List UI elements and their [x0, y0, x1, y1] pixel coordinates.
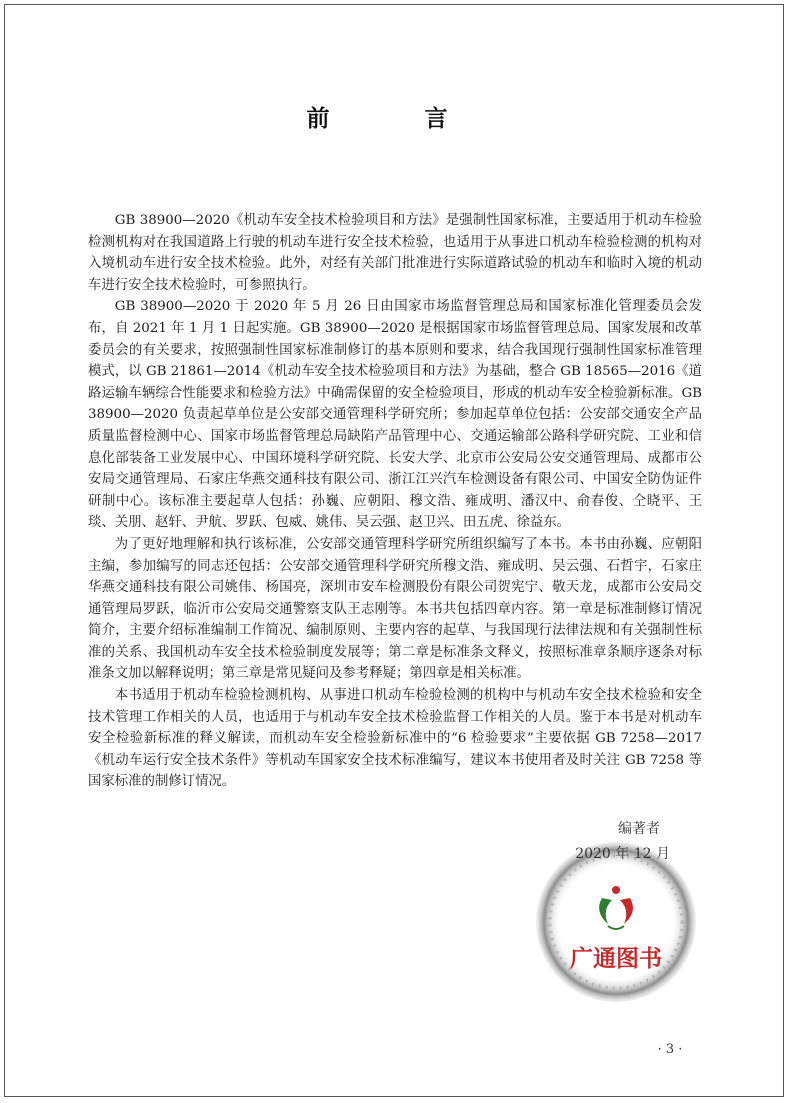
paragraph-2: GB 38900—2020 于 2020 年 5 月 26 日由国家市场监督管理总局和国家标准化管理委员会发布，自 2021 年 1 月 1 日起实施。GB 38900—2020 是根据国家市场监督管理总局、国家发展和改革委员会的有关要求，按照强制性国家标准制修订的基本原则和要求，结合我国现行强制性国家标准管理模式，以 GB 21861—2014《机动车安全技术检验项目和方法》为基础，整合 GB 18565—2016《道路运输车辆综合性能要求和检验方法》中确需保留的安全检验项目，形成的机动车安全检验新标准。GB 38900—2020 负责起草单位是公安部交通管理科学研究所；参加起草单位包括：公安部交通安全产品质量监督检测中心、国家市场监督管理总局缺陷产品管理中心、交通运输部公路科学研究院、工业和信息化部装备工业发展中心、中国环境科学研究院、长安大学、北京市公安局公安交通管理局、成都市公安局交通管理局、石家庄华燕交通科技有限公司、浙江江兴汽车检测设备有限公司、中国安全防伪证件研制中心。该标准主要起草人包括：孙巍、应朝阳、穆文浩、雍成明、潘汉中、俞春俊、仝晓平、王琰、关朋、赵轩、尹航、罗跃、包威、姚伟、吴云强、赵卫兴、田五虎、徐益东。 [88, 299, 702, 531]
paragraph-3: 为了更好地理解和执行该标准，公安部交通管理科学研究所组织编写了本书。本书由孙巍、应朝阳主编，参加编写的同志还包括：公安部交通管理科学研究所穆文浩、雍成明、吴云强、石哲宇，石家庄华燕交通科技有限公司姚伟、杨国亮，深圳市安车检测股份有限公司贺宪宁、敬天龙，成都市公安局交通管理局罗跃，临沂市公安局交通警察支队王志刚等。本书共包括四章内容。第一章是标准制修订情况简介，主要介绍标准编制工作简况、编制原则、主要内容的起草、与我国现行法律法规和有关强制性标准的关系、我国机动车安全技术检验制度发展等；第二章是标准条文释义，按照标准章条顺序逐条对标准条文加以解释说明；第三章是常见疑问及参考释疑；第四章是相关标准。 [88, 536, 702, 682]
paragraph-4: 本书适用于机动车检验检测机构、从事进口机动车检验检测的机构中与机动车安全技术检验和安全技术管理工作相关的人员，也适用于与机动车安全技术检验监督工作相关的人员。鉴于本书是对机动车安全检验新标准的释义解读，而机动车安全检验新标准中的“6 检验要求”主要依据 GB 7258—2017《机动车运行安全技术条件》等机动车国家安全技术标准编写，建议本书使用者及时关注 GB 7258 等国家标准的制修订情况。 [88, 688, 702, 790]
page-title: 前 言 [306, 105, 484, 132]
publisher-seal [532, 838, 700, 1006]
seal-text: 广通图书 [570, 946, 662, 972]
page-number: · 3 · [657, 1042, 683, 1057]
signature-author: 编著者 [618, 821, 660, 837]
preface-body [88, 210, 702, 793]
paragraph-1: GB 38900—2020《机动车安全技术检验项目和方法》是强制性国家标准，主要适用于机动车检验检测机构对在我国道路上行驶的机动车进行安全技术检验，也适用于从事进口机动车检验检测的机构对入境机动车进行安全技术检验。此外，对经有关部门批准进行实际道路试验的机动车和临时入境的机动车进行安全技术检验时，可参照执行。 [88, 213, 702, 293]
signature-date: 2020 年 12 月 [575, 846, 670, 862]
